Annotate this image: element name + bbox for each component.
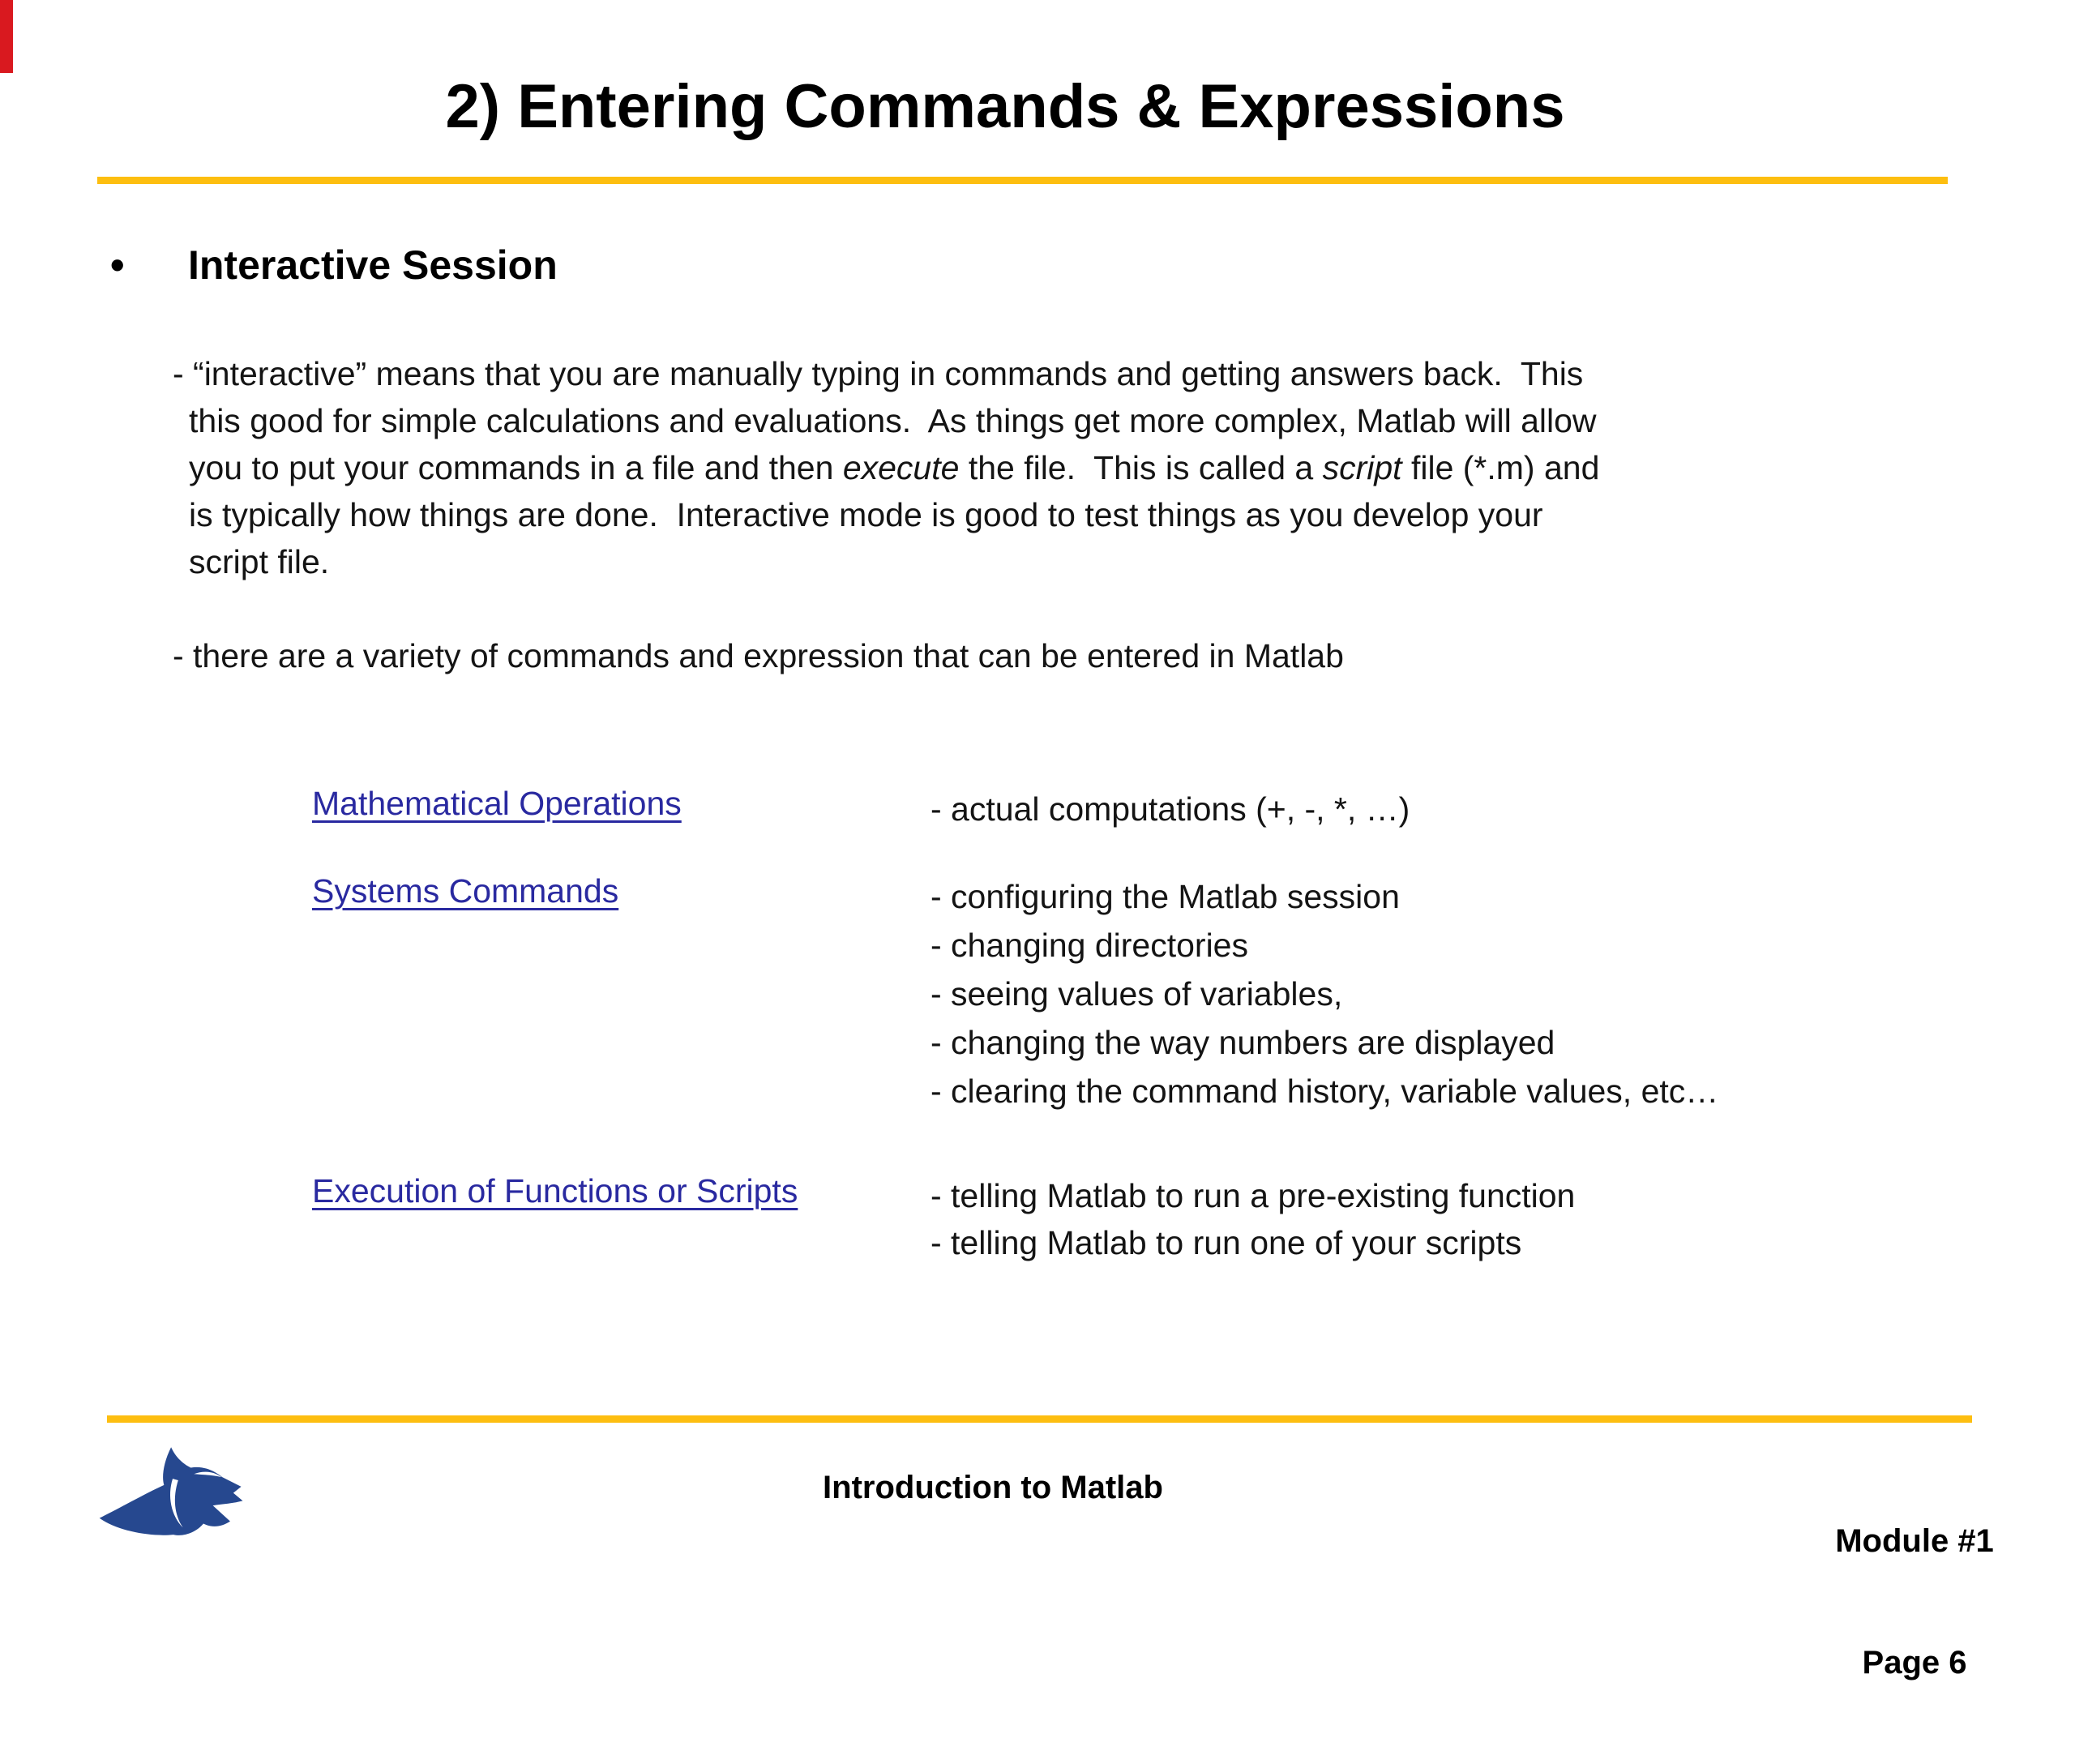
bullet-marker: • [110, 242, 125, 288]
link-systems-commands[interactable]: Systems Commands [312, 872, 619, 910]
description-line: - changing directories [931, 927, 1248, 964]
paragraph-line: - “interactive” means that you are manually typing in commands and getting answers back. This [173, 355, 1584, 392]
paragraph-interactive [173, 350, 1599, 585]
description-line: - seeing values of variables, [931, 975, 1343, 1013]
paragraph-variety: - there are a variety of commands and expression that can be entered in Matlab [173, 637, 1344, 674]
description-line: - actual computations (+, -, *, …) [931, 790, 1410, 828]
descriptions-systems [931, 872, 1718, 1115]
footer-module: Module #1 [1835, 1523, 1994, 1559]
link-mathematical-operations[interactable]: Mathematical Operations [312, 785, 682, 822]
link-execution-functions-scripts[interactable]: Execution of Functions or Scripts [312, 1172, 798, 1210]
description-line: - configuring the Matlab session [931, 878, 1400, 915]
paragraph-line: script file. [189, 543, 330, 580]
footer-course-title: Introduction to Matlab [823, 1470, 1163, 1505]
description-line: - clearing the command history, variable values, etc… [931, 1073, 1719, 1110]
slide-title: 2) Entering Commands & Expressions [445, 72, 1565, 141]
description-line: - telling Matlab to run a pre-existing function [931, 1177, 1576, 1214]
red-bar [0, 0, 13, 73]
paragraph-line: this good for simple calculations and evaluations. As things get more complex, Matlab will allow [189, 402, 1597, 439]
descriptions-execution [931, 1172, 1575, 1266]
paragraph-line: is typically how things are done. Interactive mode is good to test things as you develop your [189, 496, 1543, 533]
footer-module-page [1793, 1440, 2036, 1764]
title-rule [97, 177, 1948, 184]
paragraph-line: you to put your commands in a file and then execute the file. This is called a script file (*.m) and [189, 449, 1600, 486]
description-line: - changing the way numbers are displayed [931, 1024, 1555, 1061]
description-line: - telling Matlab to run one of your scripts [931, 1224, 1522, 1261]
footer-page: Page 6 [1862, 1645, 1967, 1681]
descriptions-mathematical [931, 785, 1410, 833]
footer-rule [107, 1415, 1972, 1423]
section-heading: Interactive Session [188, 242, 558, 288]
